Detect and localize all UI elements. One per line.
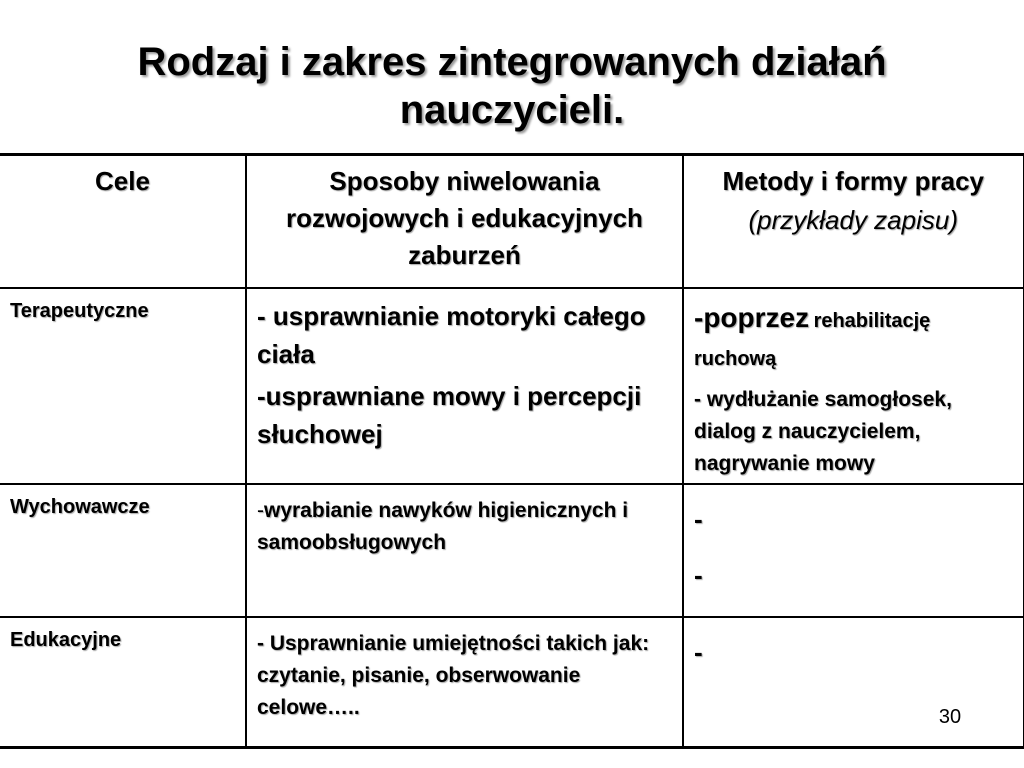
ways-dash: - xyxy=(257,498,264,522)
slide-title xyxy=(0,38,1024,134)
table-row xyxy=(0,288,1024,484)
header-ways: Sposoby niwelowania rozwojowych i edukacyjnych zaburzeń xyxy=(246,155,683,288)
ways-text: wyrabianie nawyków higienicznych i samoobsługowych xyxy=(257,498,629,554)
goal-cell: Wychowawcze xyxy=(0,484,246,617)
goal-cell: Terapeutyczne xyxy=(0,288,246,484)
methods-text: - wydłużanie samogłosek, dialog z nauczycielem, nagrywanie mowy xyxy=(694,387,952,475)
methods-dash: - xyxy=(694,503,703,534)
methods-dash: - xyxy=(694,636,703,667)
ways-item: -usprawniane mowy i percepcji słuchowej xyxy=(257,380,642,449)
header-methods-title: Metody i formy pracy xyxy=(722,166,984,196)
methods-cell xyxy=(683,288,1024,484)
header-methods xyxy=(683,155,1024,288)
methods-text-large: -poprzez xyxy=(694,301,810,333)
slide-title-line-2: nauczycieli. xyxy=(399,88,625,132)
header-goals: Cele xyxy=(0,155,246,288)
ways-cell xyxy=(246,484,683,617)
table-row xyxy=(0,484,1024,617)
slide-title-line-1: Rodzaj i zakres zintegrowanych działań xyxy=(137,40,887,84)
ways-cell xyxy=(246,288,683,484)
goal-cell: Edukacyjne xyxy=(0,617,246,748)
methods-cell xyxy=(683,484,1024,617)
table-row xyxy=(0,617,1024,748)
methods-line xyxy=(694,301,931,370)
methods-cell xyxy=(683,617,1024,748)
page-number: 30 xyxy=(938,706,962,728)
goals-table xyxy=(0,153,1024,749)
ways-item: - usprawnianie motoryki całego ciała xyxy=(257,300,646,369)
ways-cell: - Usprawnianie umiejętności takich jak: czytanie, pisanie, obserwowanie celowe….. xyxy=(246,617,683,748)
table-header-row xyxy=(0,155,1024,288)
header-methods-subtitle: (przykłady zapisu) xyxy=(748,205,958,235)
methods-text-small: rehabilitację ruchową xyxy=(694,309,931,370)
methods-dash: - xyxy=(694,559,703,590)
